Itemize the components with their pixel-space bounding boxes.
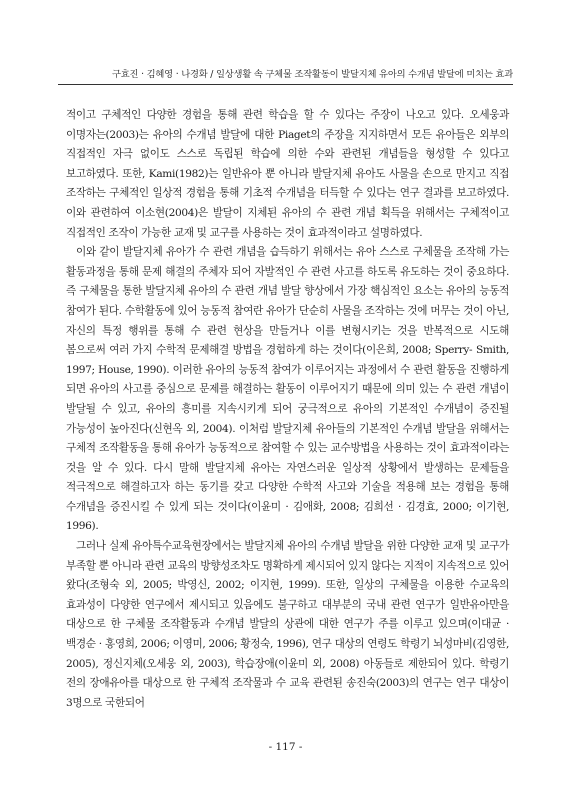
page-number: - 117 - [268, 741, 303, 753]
paragraph-1: 적이고 구체적인 다양한 경험을 통해 관련 학습을 할 수 있다는 주장이 나오고 있다. 오세웅과 이명자는(2003)는 유아의 수개념 발달에 대한 Piaget의 주장을 지지하면서 모든 유아들은 외부의 직접적인 자극 없이도 스스로 독립된 학습에 의한 수와 관련된 개념들을 형성할 수 있다고 보고하였다. 또한, Kami(1982)는 일반유아 뿐 아니라 발달지체 유아도 사물을 손으로 만지고 직접 조작하는 구체적인 일상적 경험을 통해 기초적 수개념을 터득할 수 있다는 연구 결과를 보고하였다. 이와 관련하여 이소현(2004)은 발달이 지체된 유아의 수 관련 개념 획득을 위해서는 구체적이고 직접적인 조작이 가능한 교재 및 교구를 사용하는 것이 효과적이라고 설명하였다. [66, 109, 509, 239]
paragraph-3: 그러나 실제 유아특수교육현장에서는 발달지체 유아의 수개념 발달을 위한 다양한 교재 및 교구가 부족할 뿐 아니라 관련 교육의 방향성조차도 명확하게 제시되어 있지 않다는 지적이 지속적으로 있어 왔다(조형숙 외, 2005; 박영신, 2002; 이지현, 1999). 또한, 일상의 구체물을 이용한 수교육의 효과성이 다양한 연구에서 제시되고 있음에도 불구하고 대부분의 국내 관련 연구가 일반유아만을 대상으로 한 구체물 조작활동과 수개념 발달의 상관에 대한 연구가 주를 이루고 있으며(이대균 · 백경순 · 홍영희, 2006; 이영미, 2006; 황정숙, 1996), 연구 대상의 연령도 학령기 뇌성마비(김영한, 2005), 정신지체(오세웅 외, 2003), 학습장애(이윤미 외, 2008) 아동들로 제한되어 있다. 학령기 전의 장애유아를 대상으로 한 구체적 조작물과 수 교육 관련된 송진숙(2003)의 연구는 연구 대상이 3명으로 국한되어 [66, 540, 509, 709]
header-rule [58, 84, 513, 85]
paragraph-2: 이와 같이 발달지체 유아가 수 관련 개념을 습득하기 위해서는 유아 스스로 구체물을 조작해 가는 활동과정을 통해 문제 해결의 주체자 되어 자발적인 수 관련 사고를 하도록 유도하는 것이 중요하다. 즉 구체물을 통한 발달지체 유아의 수 관련 개념 발달 향상에서 가장 핵심적인 요소는 유아의 능동적 참여가 된다. 수학활동에 있어 능동적 참여란 유아가 단순히 사물을 조작하는 것에 머무는 것이 아닌, 자신의 특정 행위를 통해 수 관련 현상을 만들거나 이를 변형시키는 것을 반복적으로 시도해 봄으로써 여러 가지 수학적 문제해결 방법을 경험하게 하는 것이다(이은희, 2008; Sperry- Smith, 1997; House, 1990). 이러한 유아의 능동적 참여가 이루어지는 과정에서 수 관련 활동을 진행하게 되면 유아의 사고를 중심으로 문제를 해결하는 활동이 이루어지기 때문에 의미 있는 수 관련 개념이 발달될 수 있고, 유아의 흥미를 지속시키게 되어 궁극적으로 유아의 기본적인 수개념이 증진될 가능성이 높아진다(신현옥 외, 2004). 이처럼 발달지체 유아들의 기본적인 수개념 발달을 위해서는 구체적 조작활동을 통해 유아가 능동적으로 참여할 수 있는 교수방법을 사용하는 것이 효과적이라는 것을 알 수 있다. 다시 말해 발달지체 유아는 자연스러운 일상적 상황에서 발생하는 문제들을 적극적으로 해결하고자 하는 동기를 갖고 다양한 수학적 사고와 기술을 적용해 보는 경험을 통해 수개념을 증진시킬 수 있게 되는 것이다(이윤미 · 김애화, 2008; 김희선 · 김경효, 2000; 이기현, 1996). [66, 246, 509, 533]
running-header: 구효진 · 김혜영 · 나경화 / 일상생활 속 구체물 조작활동이 발달지체 유아의 수개념 발달에 미치는 효과 [111, 69, 513, 80]
body-text [66, 106, 509, 713]
